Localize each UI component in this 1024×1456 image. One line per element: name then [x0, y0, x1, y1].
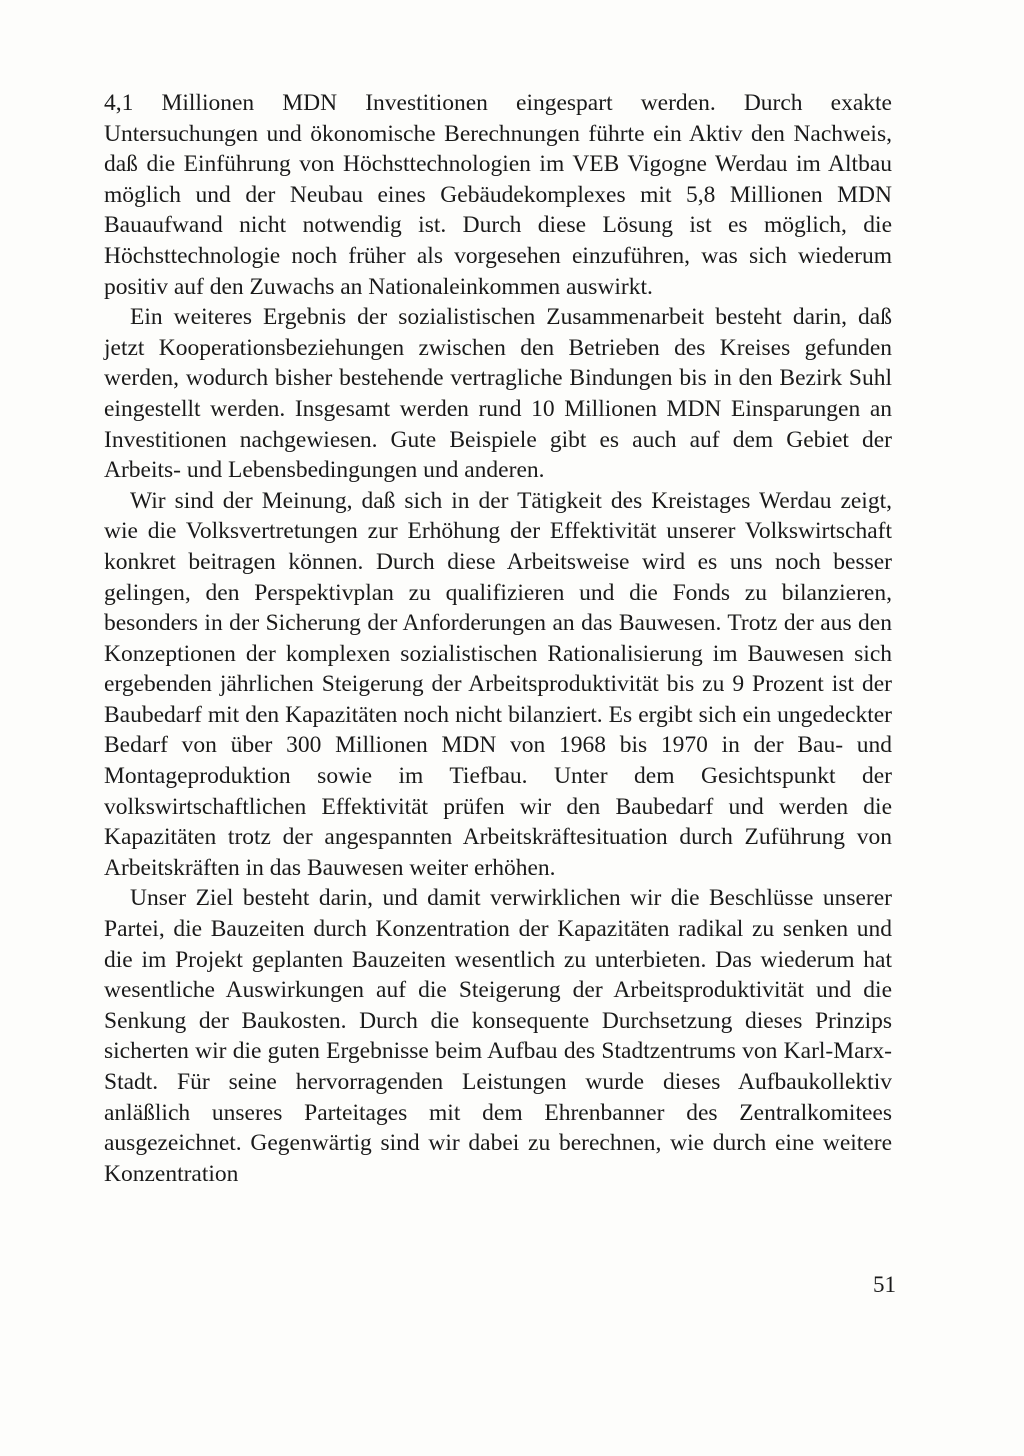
paragraph-3: Wir sind der Meinung, daß sich in der Tätigkeit des Kreistages Werdau zeigt, wie die Volksvertretungen zur Erhöhung der Effektivität unserer Volkswirtschaft konkret beitragen können. Durch diese Arbeitsweise wird es uns noch besser gelingen, den Perspektivplan zu qualifizieren und die Fonds zu bilanzieren, besonders in der Sicherung der Anforderungen an das Bauwesen. Trotz der aus den Konzeptionen der komplexen sozialistischen Rationalisierung im Bauwesen sich ergebenden jährlichen Steigerung der Arbeitsproduktivität bis zu 9 Prozent ist der Baubedarf mit den Kapazitäten noch nicht bilanziert. Es ergibt sich ein ungedeckter Bedarf von über 300 Millionen MDN von 1968 bis 1970 in der Bau- und Montageproduktion sowie im Tiefbau. Unter dem Gesichtspunkt der volkswirtschaftlichen Effektivität prüfen wir den Baubedarf und werden die Kapazitäten trotz der angespannten Arbeitskräftesituation durch Zuführung von Arbeitskräften in das Bauwesen weiter erhöhen.	[104, 487, 892, 881]
paragraph-4: Unser Ziel besteht darin, und damit verwirklichen wir die Beschlüsse unserer Partei, die Bauzeiten durch Konzentration der Kapazitäten radikal zu senken und die im Projekt geplanten Bauzeiten wesentlich zu unterbieten. Das wiederum hat wesentliche Auswirkungen auf die Steigerung der Arbeitsproduktivität und die Senkung der Baukosten. Durch die konsequente Durchsetzung dieses Prinzips sicherten wir die guten Ergebnisse beim Aufbau des Stadtzentrums von Karl-Marx-Stadt. Für seine hervorragenden Leistungen wurde dieses Aufbaukollektiv anläßlich unseres Parteitages mit dem Ehrenbanner des Zentralkomitees ausgezeichnet. Gegenwärtig sind wir dabei zu berechnen, wie durch eine weitere Konzentration	[104, 885, 892, 1187]
paragraph-2: Ein weiteres Ergebnis der sozialistischen Zusammenarbeit besteht darin, daß jetzt Kooperationsbeziehungen zwischen den Betrieben des Kreises gefunden werden, wodurch bisher bestehende vertragliche Bindungen bis in den Bezirk Suhl eingestellt werden. Insgesamt werden rund 10 Millionen MDN Einsparungen an Investitionen nachgewiesen. Gute Beispiele gibt es auch auf dem Gebiet der Arbeits- und Lebensbedingungen und anderen.	[104, 304, 892, 484]
paragraph-1: 4,1 Millionen MDN Investitionen eingespart werden. Durch exakte Untersuchungen und ökonomische Berechnungen führte ein Aktiv den Nachweis, daß die Einführung von Höchsttechnologien im VEB Vigogne Werdau im Altbau möglich und der Neubau eines Gebäudekomplexes mit 5,8 Millionen MDN Bauaufwand nicht notwendig ist. Durch diese Lösung ist es möglich, die Höchsttechnologie noch früher als vorgesehen einzuführen, was sich wiederum positiv auf den Zuwachs an Nationaleinkommen auswirkt.	[104, 90, 892, 300]
body-text	[104, 88, 892, 1189]
page-number: 51	[873, 1272, 896, 1297]
